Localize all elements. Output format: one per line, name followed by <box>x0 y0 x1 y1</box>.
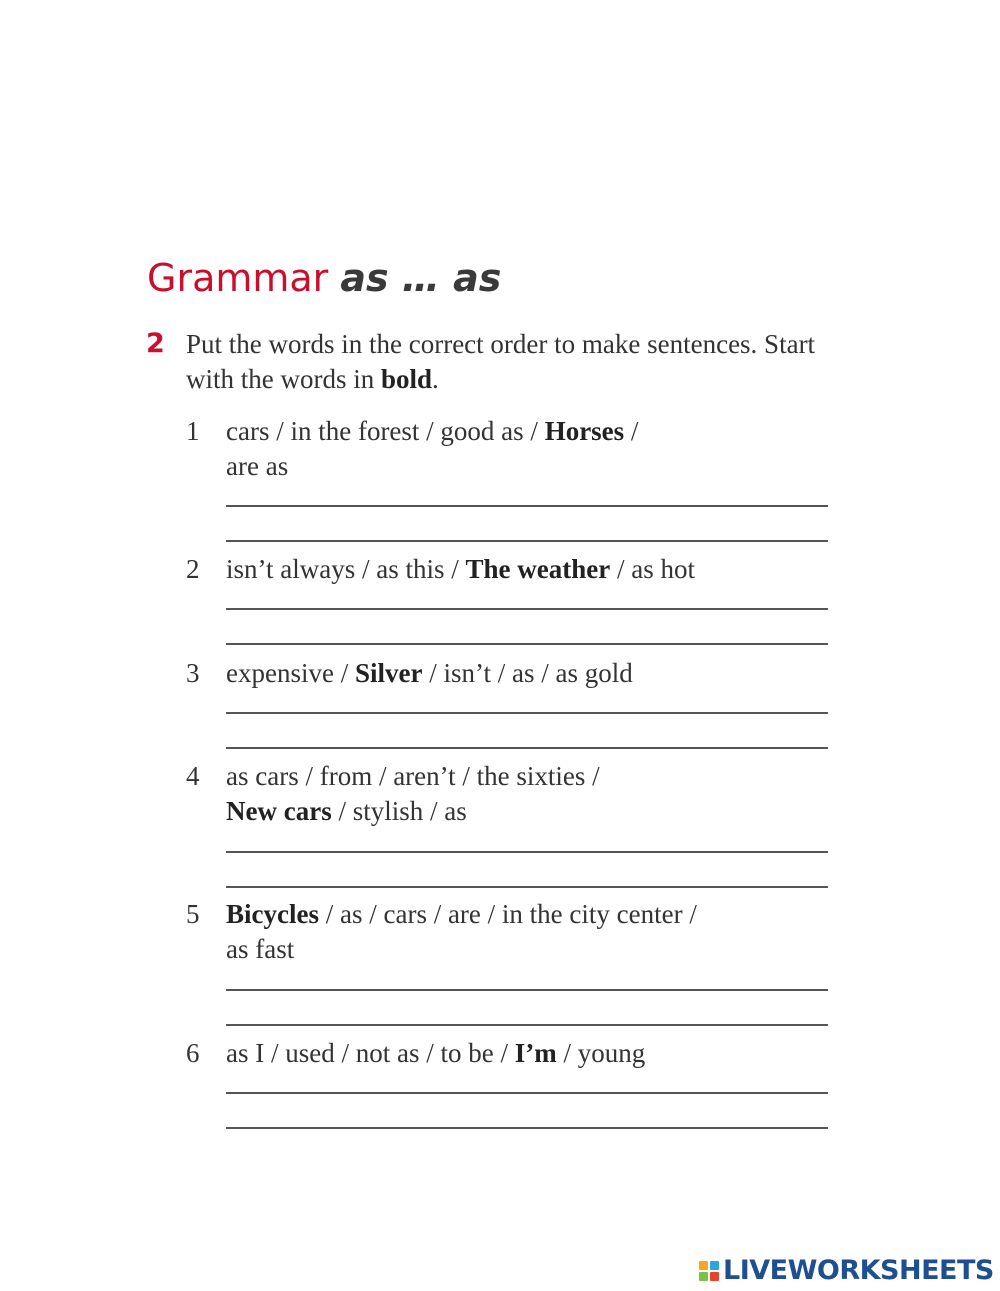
prompt-segment: / isn’t / as / as gold <box>422 658 633 688</box>
prompt-segment: expensive / <box>226 658 355 688</box>
exercise-instruction <box>186 327 826 397</box>
prompt-keyword: New cars <box>226 796 332 826</box>
logo-text: LIVEWORKSHEETS <box>723 1255 994 1286</box>
page-title <box>147 252 501 304</box>
instruction-bold-word: bold <box>381 364 433 394</box>
item-prompt <box>226 897 826 967</box>
prompt-segment: isn’t always / as this / <box>226 554 466 584</box>
answer-line-2-2[interactable] <box>226 643 828 645</box>
prompt-keyword: Bicycles <box>226 899 319 929</box>
prompt-segment: / stylish / as <box>331 796 467 826</box>
item-prompt <box>226 414 826 484</box>
answer-line-4-1[interactable] <box>226 851 828 853</box>
item-prompt <box>226 1036 826 1071</box>
prompt-segment: cars / in the forest / good as / <box>226 416 545 446</box>
logo-tile-e <box>710 1272 719 1281</box>
answer-line-1-1[interactable] <box>226 505 828 507</box>
answer-line-3-1[interactable] <box>226 712 828 714</box>
title-grammar: Grammar <box>147 256 329 300</box>
item-number: 3 <box>186 658 200 688</box>
exercise-number: 2 <box>146 328 165 359</box>
answer-line-3-2[interactable] <box>226 747 828 749</box>
prompt-segment: as cars / from / aren’t / the sixties / <box>226 761 600 791</box>
item-number: 1 <box>186 416 200 446</box>
logo-tile-i <box>710 1261 719 1270</box>
instruction-period: . <box>432 364 439 394</box>
answer-line-6-1[interactable] <box>226 1092 828 1094</box>
prompt-keyword: Silver <box>354 658 423 688</box>
prompt-keyword: Horses <box>544 416 625 446</box>
prompt-segment: / as hot <box>610 554 695 584</box>
logo-tiles-icon <box>699 1261 719 1281</box>
liveworksheets-logo <box>699 1255 994 1287</box>
prompt-segment: / as / cars / are / in the city center / <box>318 899 697 929</box>
item-number: 6 <box>186 1038 200 1068</box>
answer-line-5-1[interactable] <box>226 989 828 991</box>
prompt-segment: as fast <box>226 934 295 964</box>
prompt-keyword: The weather <box>465 554 611 584</box>
item-number: 4 <box>186 761 200 791</box>
logo-tile-l <box>699 1261 708 1270</box>
title-topic: as … as <box>340 256 502 300</box>
item-number: 5 <box>186 899 200 929</box>
item-prompt <box>226 552 826 587</box>
prompt-segment: / young <box>556 1038 646 1068</box>
prompt-segment: are as <box>226 451 289 481</box>
answer-line-5-2[interactable] <box>226 1024 828 1026</box>
item-prompt <box>226 759 826 829</box>
answer-line-2-1[interactable] <box>226 608 828 610</box>
answer-line-4-2[interactable] <box>226 886 828 888</box>
answer-line-6-2[interactable] <box>226 1127 828 1129</box>
answer-line-1-2[interactable] <box>226 540 828 542</box>
prompt-segment: / <box>624 416 639 446</box>
instruction-text: Put the words in the correct order to make sentences. Start with the words in <box>186 329 816 394</box>
prompt-keyword: I’m <box>514 1038 557 1068</box>
prompt-segment: as I / used / not as / to be / <box>226 1038 515 1068</box>
logo-tile-v <box>699 1272 708 1281</box>
item-prompt <box>226 656 826 691</box>
item-number: 2 <box>186 554 200 584</box>
